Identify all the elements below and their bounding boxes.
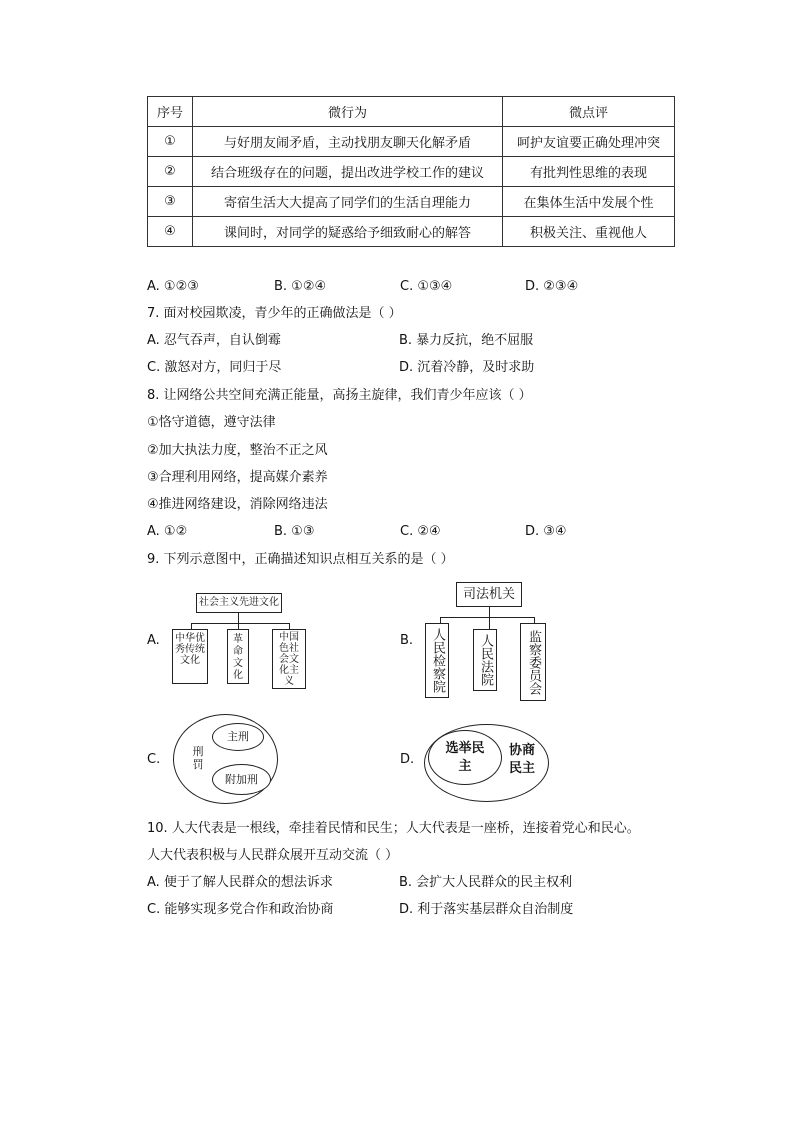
q8-stem: 8. 让网络公共空间充满正能量，高扬主旋律，我们青少年应该（ ） <box>147 388 532 403</box>
table-cell: ② <box>148 157 193 187</box>
table-cell: 有批判性思维的表现 <box>503 157 675 187</box>
table-cell: 在集体生活中发展个性 <box>503 187 675 217</box>
table-cell: 呵护友谊要正确处理冲突 <box>503 127 675 157</box>
table-cell: 寄宿生活大大提高了同学们的生活自理能力 <box>193 187 503 217</box>
option-b[interactable]: B. 会扩大人民群众的民主权利 <box>399 875 573 890</box>
option-a[interactable]: A. ①②③ <box>147 279 199 294</box>
diagram-a-child-box: 革命文化 <box>227 629 249 684</box>
diagram-a-child-box: 中国色社会文化主义 <box>272 629 306 689</box>
option-b[interactable]: B. <box>400 633 414 648</box>
table-header: 微点评 <box>503 97 675 127</box>
option-a[interactable]: A. <box>147 633 160 648</box>
table-row <box>148 127 675 157</box>
option-a[interactable]: A. ①② <box>147 524 188 539</box>
table-row <box>148 187 675 217</box>
table-row <box>148 157 675 187</box>
diagram-c-inner-ellipse: 主刑 <box>212 723 264 751</box>
comment-table <box>147 96 675 247</box>
q10-stem-line1: 10. 人大代表是一根线，牵挂着民情和民生；人大代表是一座桥，连接着党心和民心。 <box>147 821 640 836</box>
option-d[interactable]: D. ③④ <box>525 524 567 539</box>
option-a[interactable]: A. 忍气吞声，自认倒霉 <box>147 333 281 348</box>
table-cell: ③ <box>148 187 193 217</box>
q8-item: ②加大执法力度，整治不正之风 <box>147 443 328 458</box>
diagram-b-child-box: 监察委员会 <box>520 623 546 701</box>
table-cell: 与好朋友闹矛盾，主动找朋友聊天化解矛盾 <box>193 127 503 157</box>
q10-stem-line2: 人大代表积极与人民群众展开互动交流（ ） <box>147 848 399 863</box>
table-cell: ④ <box>148 217 193 247</box>
diagram-d-outer-label: 协商民主 <box>508 743 535 776</box>
table-header-row <box>148 97 675 127</box>
q7-options-row2 <box>147 358 707 378</box>
table-cell: ① <box>148 127 193 157</box>
diagram-b-top-box: 司法机关 <box>456 582 522 607</box>
q8-options <box>147 522 707 542</box>
diagram-a-top-box: 社会主义先进文化 <box>196 593 282 613</box>
diagram-a-child-box: 中华优秀传统文化 <box>172 629 208 684</box>
table-header: 序号 <box>148 97 193 127</box>
table-cell: 积极关注、重视他人 <box>503 217 675 247</box>
q10-options-row1 <box>147 873 707 893</box>
q7-stem: 7. 面对校园欺凌，青少年的正确做法是（ ） <box>147 306 402 321</box>
option-d[interactable]: D. <box>400 752 415 767</box>
table-cell: 课间时，对同学的疑惑给予细致耐心的解答 <box>193 217 503 247</box>
q8-item: ③合理利用网络，提高媒介素养 <box>147 470 328 485</box>
connector-line <box>238 613 239 623</box>
q8-item: ①恪守道德，遵守法律 <box>147 415 276 430</box>
q9-stem: 9. 下列示意图中，正确描述知识点相互关系的是（ ） <box>147 552 454 567</box>
diagram-b-child-box: 人民检察院 <box>425 623 449 698</box>
option-b[interactable]: B. ①②④ <box>274 279 327 294</box>
connector-line <box>440 617 535 618</box>
option-d[interactable]: D. 沉着冷静，及时求助 <box>399 360 535 375</box>
table-row <box>148 217 675 247</box>
connector-line <box>191 623 290 624</box>
option-b[interactable]: B. ①③ <box>274 524 315 539</box>
q6-options <box>147 277 707 297</box>
option-b[interactable]: B. 暴力反抗，绝不屈服 <box>399 333 534 348</box>
option-a[interactable]: A. 便于了解人民群众的想法诉求 <box>147 875 333 890</box>
table-cell: 结合班级存在的问题，提出改进学校工作的建议 <box>193 157 503 187</box>
option-c[interactable]: C. ①③④ <box>400 279 453 294</box>
q7-options-row1 <box>147 331 707 351</box>
q8-item: ④推进网络建设，消除网络违法 <box>147 497 328 512</box>
connector-line <box>489 617 490 629</box>
diagram-c-inner-ellipse: 附加刑 <box>212 764 271 795</box>
diagram-b-child-box: 人民法院 <box>473 629 497 691</box>
diagram-d-inner-label: 选举民主 <box>445 741 485 774</box>
q10-options-row2 <box>147 900 707 920</box>
option-c[interactable]: C. ②④ <box>400 524 441 539</box>
option-d[interactable]: D. ②③④ <box>525 279 579 294</box>
connector-line <box>489 607 490 617</box>
diagram-c-outer-label: 刑罚 <box>192 745 204 771</box>
option-c[interactable]: C. 激怒对方，同归于尽 <box>147 360 282 375</box>
option-c[interactable]: C. <box>147 752 161 767</box>
option-d[interactable]: D. 利于落实基层群众自治制度 <box>399 902 574 917</box>
table-header: 微行为 <box>193 97 503 127</box>
option-c[interactable]: C. 能够实现多党合作和政治协商 <box>147 902 334 917</box>
